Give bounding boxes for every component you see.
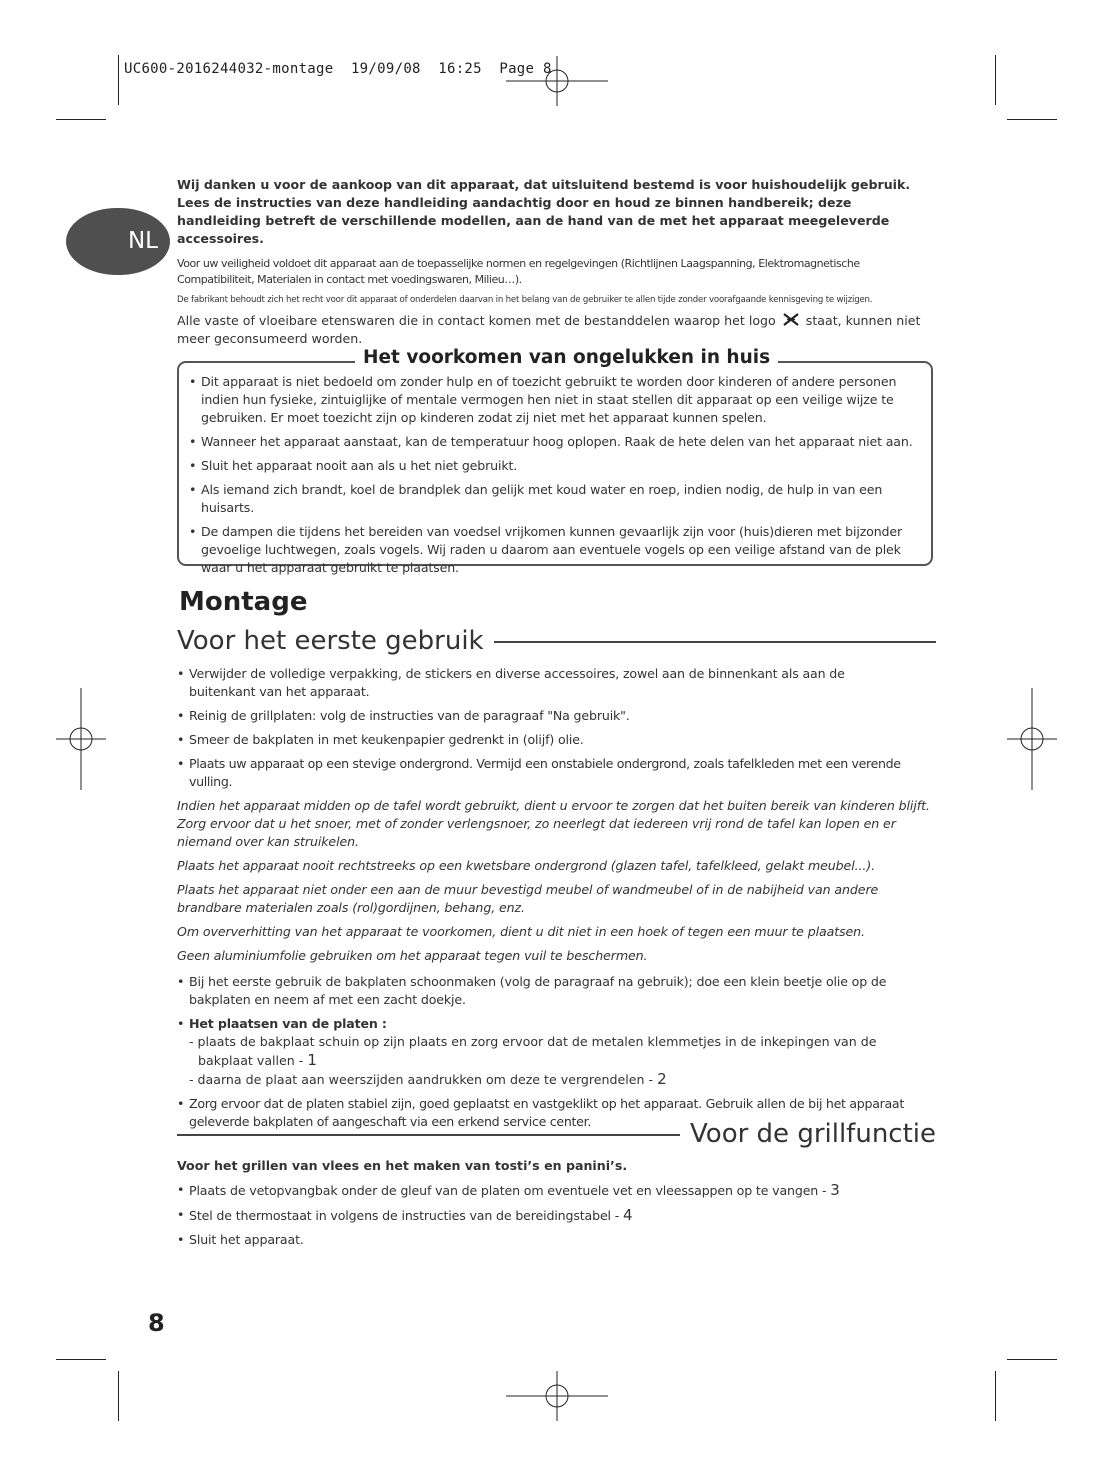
print-slug: UC600-2016244032-montage 19/09/08 16:25 Page 8 — [124, 61, 552, 77]
list-item: • Sluit het apparaat. — [177, 1231, 937, 1249]
figure-ref-4: 4 — [623, 1206, 633, 1224]
list-item: • Bij het eerste gebruik de bakplaten schoonmaken (volg de paragraaf na gebruik); doe een klein beetje olie op de bakplaten en neem af met een zacht doekje. — [177, 973, 937, 1009]
plates-step-2 — [189, 1070, 937, 1089]
plates-step-2-text: - daarna de plaat aan weerszijden aandrukken om deze te vergrendelen - — [189, 1072, 654, 1087]
intro-manufacturer-rights: De fabrikant behoudt zich het recht voor dit apparaat of onderdelen daarvan in het belang van de gebruiker te allen tijde zonder voorafgaande kennisgeving te wijzigen. — [177, 295, 873, 305]
italic-note: Plaats het apparaat niet onder een aan de muur bevestigd meubel of wandmeubel of in de nabijheid van andere brandbare materialen zoals (rol)gordijnen, behang, enz. — [177, 882, 879, 915]
registration-mark-left — [56, 688, 106, 790]
italic-note: Geen aluminiumfolie gebruiken om het apparaat tegen vuil te beschermen. — [177, 948, 648, 963]
crop-mark-top-right-h — [1007, 119, 1057, 120]
page-number: 8 — [148, 1309, 165, 1337]
first-use-heading: Voor het eerste gebruik — [177, 624, 494, 658]
plates-steps — [177, 1033, 937, 1089]
first-use-heading-rule — [484, 641, 936, 643]
grill-item-2-text: Stel de thermostaat in volgens de instructies van de bereidingstabel - — [189, 1208, 620, 1223]
grill-section — [177, 1157, 937, 1255]
list-item: • Sluit het apparaat nooit aan als u het niet gebruikt. — [189, 457, 925, 475]
list-item: • Plaats uw apparaat op een stevige ondergrond. Vermijd een onstabiele ondergrond, zoals tafelkleden met een verende vulling. — [177, 755, 937, 791]
figure-ref-1: 1 — [307, 1051, 317, 1069]
grill-heading-rule — [177, 1134, 687, 1136]
accident-prevention-title: Het voorkomen van ongelukken in huis — [355, 346, 778, 370]
accident-prevention-list — [189, 373, 925, 583]
crop-mark-top-right-v — [995, 55, 996, 105]
food-contact-text-before: Alle vaste of vloeibare etenswaren die in contact komen met de bestanddelen waarop het logo — [177, 313, 776, 328]
figure-ref-2: 2 — [657, 1070, 667, 1088]
language-badge: NL — [66, 208, 170, 275]
italic-note: Indien het apparaat midden op de tafel wordt gebruikt, dient u ervoor te zorgen dat het buiten bereik van kinderen blijft. Zorg ervoor dat u het snoer, met of zonder verlengsnoer, zo neerlegt dat iedereen vrij rond de tafel kan lopen en er niemand over kan struikelen. — [177, 798, 930, 849]
not-food-safe-logo-icon — [782, 313, 800, 326]
list-item: • Smeer de bakplaten in met keukenpapier gedrenkt in (olijf) olie. — [177, 731, 937, 749]
registration-mark-right — [1007, 688, 1057, 790]
list-item: • De dampen die tijdens het bereiden van voedsel vrijkomen kunnen gevaarlijk zijn voor (huis)dieren met bijzonder gevoelige luchtwegen, zoals vogels. Wij raden u daarom aan eventuele vogels op een veilige afstand van de plek waar u het apparaat gebruikt te plaatsen. — [189, 523, 925, 577]
crop-mark-bottom-right-v — [995, 1371, 996, 1421]
registration-mark-bottom — [506, 1371, 608, 1421]
crop-mark-bottom-left-v — [118, 1371, 119, 1421]
list-item: • Reinig de grillplaten: volg de instructies van de paragraaf "Na gebruik". — [177, 707, 937, 725]
list-item: • Verwijder de volledige verpakking, de stickers en diverse accessoires, zowel aan de binnenkant als aan de buitenkant van het apparaat. — [177, 665, 937, 701]
list-item — [177, 1181, 937, 1200]
list-item: • Als iemand zich brandt, koel de brandplek dan gelijk met koud water en roep, indien nodig, de hulp in van een huisarts. — [189, 481, 925, 517]
intro-food-contact — [177, 312, 937, 348]
montage-heading: Montage — [179, 587, 308, 617]
plates-step-1-text: - plaats de bakplaat schuin op zijn plaats en zorg ervoor dat de metalen klemmetjes in de inkepingen van de bakplaat vallen - — [189, 1034, 877, 1068]
intro-read-instructions: Lees de instructies van deze handleiding aandachtig door en houd ze binnen handbereik; deze handleiding betreft de verschillende modellen, aan de hand van de met het apparaat meegeleverde accessoires. — [177, 195, 890, 246]
grill-subtitle: Voor het grillen van vlees en het maken van tosti’s en panini’s. — [177, 1158, 628, 1173]
figure-ref-3: 3 — [830, 1181, 840, 1199]
list-item: • Wanneer het apparaat aanstaat, kan de temperatuur hoog oplopen. Raak de hete delen van het apparaat niet aan. — [189, 433, 925, 451]
plates-title: Het plaatsen van de platen : — [189, 1016, 387, 1031]
crop-mark-bottom-left-h — [56, 1359, 106, 1360]
crop-mark-bottom-right-h — [1007, 1359, 1057, 1360]
italic-note: Plaats het apparaat nooit rechtstreeks op een kwetsbare ondergrond (glazen tafel, tafelkleed, gelakt meubel...). — [177, 858, 876, 873]
list-item-plates — [177, 1015, 937, 1033]
list-item: • Dit apparaat is niet bedoeld om zonder hulp en of toezicht gebruikt te worden door kinderen of andere personen indien hun fysieke, zintuiglijke of mentale vermogen hen niet in staat stellen dit apparaat op een veilige wijze te gebruiken. Er moet toezicht zijn op kinderen zodat zij niet met het apparaat kunnen spelen. — [189, 373, 925, 427]
crop-mark-top-left-h — [56, 119, 106, 120]
intro-safety-standards: Voor uw veiligheid voldoet dit apparaat aan de toepasselijke normen en regelgevingen (Richtlijnen Laagspanning, Elektromagnetische Compatibiliteit, Materialen in contact met voedingswaren, Milieu…). — [177, 257, 860, 286]
intro-thanks: Wij danken u voor de aankoop van dit apparaat, dat uitsluitend bestemd is voor huishoudelijk gebruik. — [177, 177, 911, 192]
food-contact-text-after: staat, kunnen niet meer geconsumeerd worden. — [177, 313, 921, 346]
list-item — [177, 1206, 937, 1225]
grill-heading: Voor de grillfunctie — [680, 1117, 936, 1151]
first-use-section — [177, 665, 937, 1137]
crop-mark-top-left-v — [118, 55, 119, 105]
plates-step-1 — [189, 1033, 937, 1070]
intro-section — [177, 176, 937, 348]
grill-item-1-text: Plaats de vetopvangbak onder de gleuf van de platen om eventuele vet en vleessappen op te vangen - — [189, 1183, 827, 1198]
list-item: • Zorg ervoor dat de platen stabiel zijn, goed geplaatst en vastgeklikt op het apparaat. Gebruik allen de bij het apparaat geleverde bakplaten of aangeschaft via een erkend service center. — [177, 1095, 937, 1131]
italic-note: Om oververhitting van het apparaat te voorkomen, dient u dit niet in een hoek of tegen een muur te plaatsen. — [177, 924, 865, 939]
